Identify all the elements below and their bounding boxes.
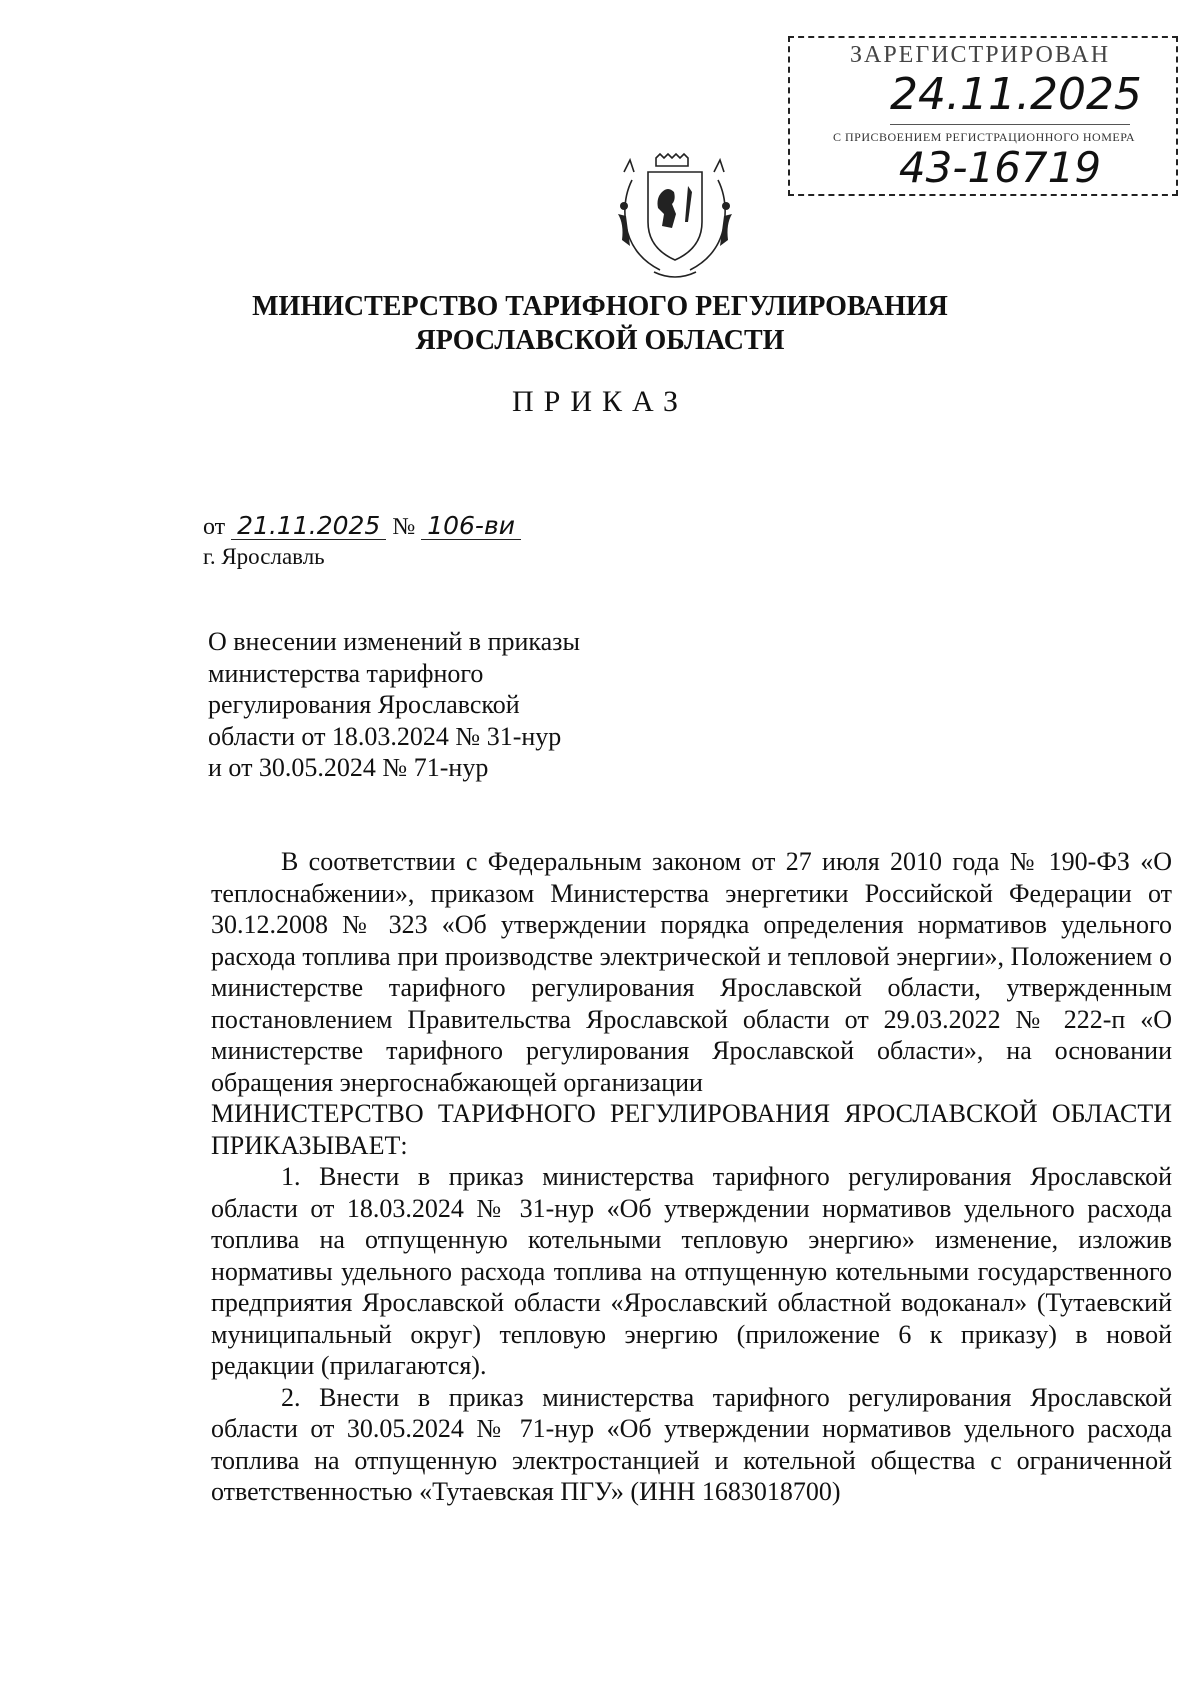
- stamp-caption: С ПРИСВОЕНИЕМ РЕГИСТРАЦИОННОГО НОМЕРА: [832, 130, 1136, 144]
- stamp-heading: ЗАРЕГИСТРИРОВАН: [849, 42, 1111, 68]
- order-dateline: [203, 512, 803, 542]
- subject-line: министерства тарифного: [208, 658, 484, 688]
- subject-line: регулирования Ярославской: [208, 690, 520, 719]
- number-label: №: [392, 514, 416, 540]
- date-label: от: [203, 514, 226, 540]
- stamp-number: 43-16719: [898, 143, 1102, 192]
- subject-line: области от 18.03.2024 № 31-нур: [208, 721, 562, 751]
- order-subject: [208, 626, 628, 784]
- item-2-paragraph: 2. Внести в приказ министерства тарифного регулирования Ярославской области от 30.05.2024 № 71-нур «Об утверждении нормативов удельного расхода топлива на отпущенную электростанцией и котельной общества с ограниченной ответственностью «Тутаевская ПГУ» (ИНН 1683018700): [211, 1382, 1172, 1506]
- item-1-paragraph: 1. Внести в приказ министерства тарифного регулирования Ярославской области от 18.03.2024 № 31-нур «Об утверждении нормативов удельного расхода топлива на отпущенную котельными тепловую энергию» изменение, изложив нормативы удельного расхода топлива на отпущенную котельными государственного предприятия Ярославской области «Ярославский областной водоканал» (Тутаевский муниципальный округ) тепловую энергию (приложение 6 к приказу) в новой редакции (прилагаются).: [211, 1162, 1172, 1380]
- ministry-line-2: ЯРОСЛАВСКОЙ ОБЛАСТИ: [415, 325, 785, 356]
- orders-paragraph: МИНИСТЕРСТВО ТАРИФНОГО РЕГУЛИРОВАНИЯ ЯРОСЛАВСКОЙ ОБЛАСТИ ПРИКАЗЫВАЕТ:: [211, 1099, 1172, 1160]
- order-body: [211, 846, 1172, 1508]
- registration-stamp: [788, 36, 1178, 196]
- order-number: 106-ви: [421, 513, 521, 540]
- ministry-heading: [160, 290, 1040, 358]
- subject-line: О внесении изменений в приказы: [208, 627, 580, 656]
- subject-line: и от 30.05.2024 № 71-нур: [208, 753, 489, 782]
- city-line: г. Ярославль: [203, 544, 325, 569]
- stamp-date: 24.11.2025: [890, 66, 1130, 125]
- document-type: ПРИКАЗ: [512, 385, 688, 418]
- coat-of-arms-icon: [610, 152, 740, 284]
- preamble-paragraph: В соответствии с Федеральным законом от 27 июля 2010 года № 190-ФЗ «О теплоснабжении», приказом Министерства энергетики Российской Федерации от 30.12.2008 № 323 «Об утверждении порядка определения нормативов удельного расхода топлива при производстве электрической и тепловой энергии», Положением о министерстве тарифного регулирования Ярославской области, утвержденным постановлением Правительства Ярославской области от 29.03.2022 № 222-п «О министерстве тарифного регулирования Ярославской области», на основании обращения энергоснабжающей организации: [211, 847, 1172, 1097]
- order-date: 21.11.2025: [231, 513, 386, 540]
- ministry-line-1: МИНИСТЕРСТВО ТАРИФНОГО РЕГУЛИРОВАНИЯ: [252, 291, 948, 322]
